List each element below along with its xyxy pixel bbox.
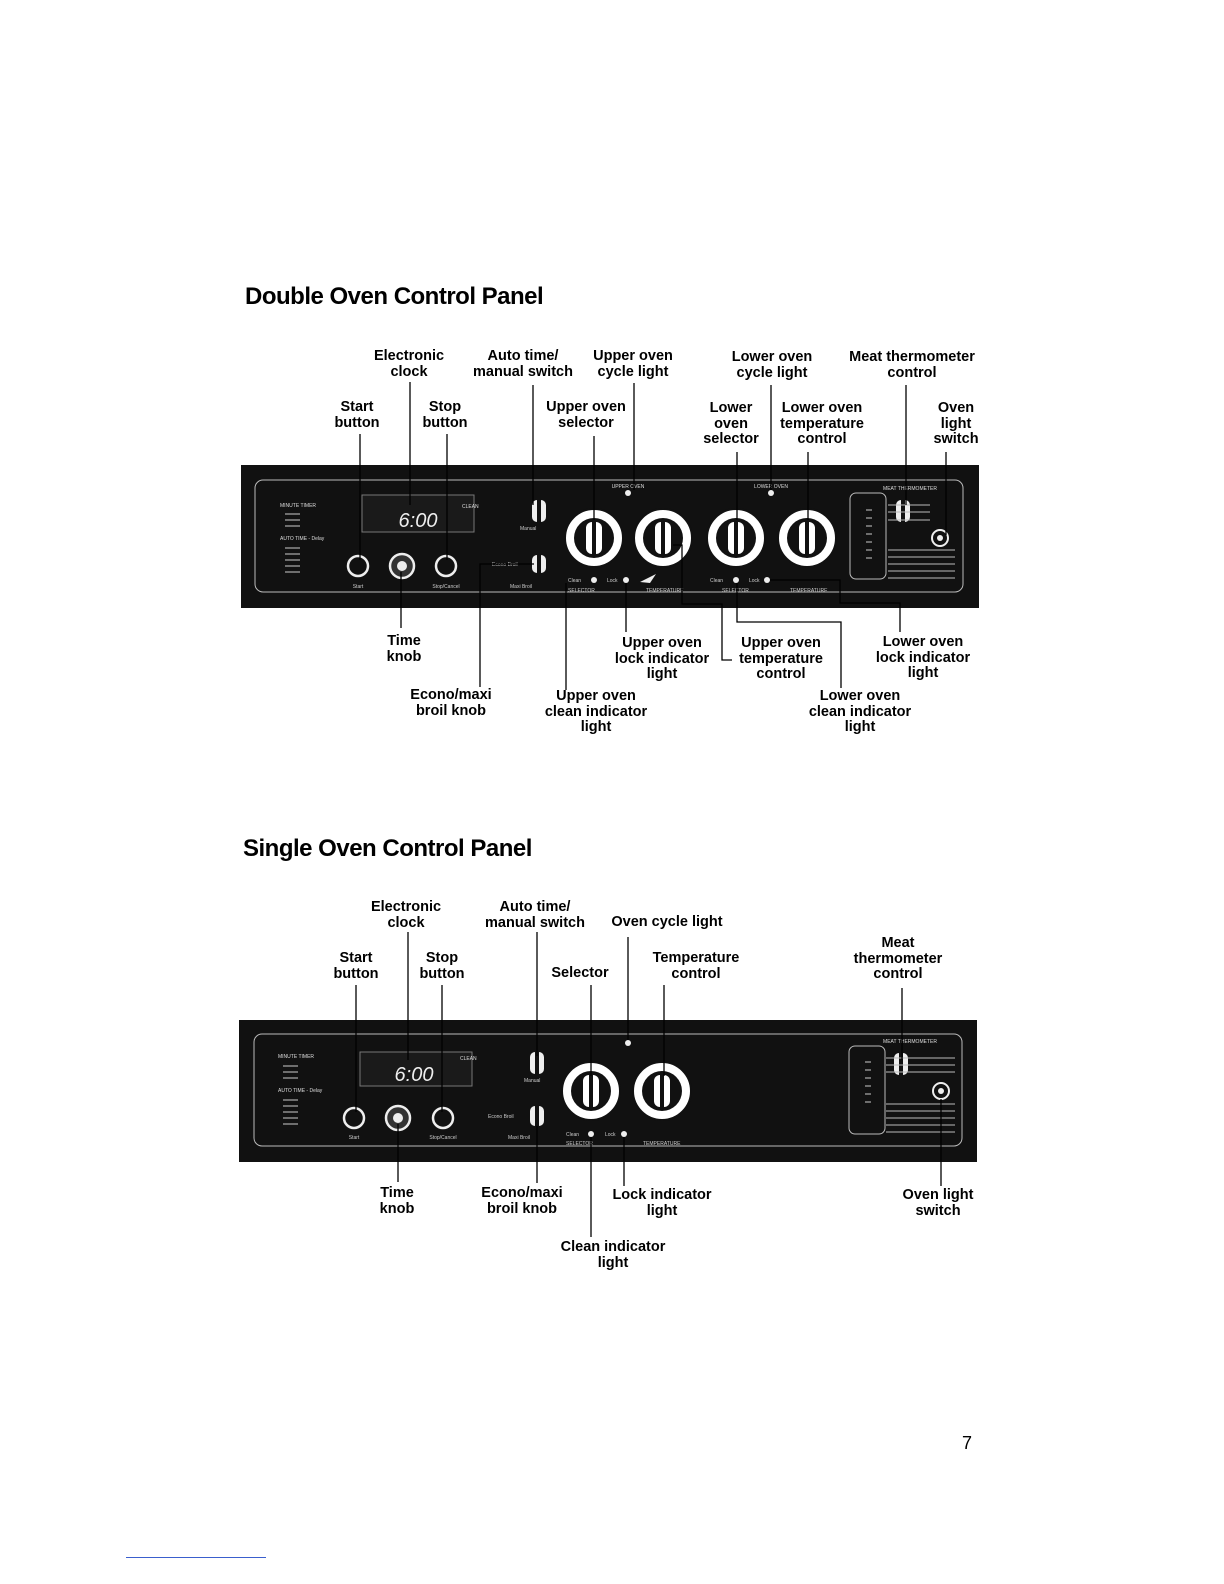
footer-rule bbox=[126, 1557, 266, 1558]
svg-text:TEMPERATURE: TEMPERATURE bbox=[643, 1141, 681, 1147]
svg-text:AUTO TIME - Delay: AUTO TIME - Delay bbox=[278, 1088, 323, 1094]
double-label-oven-light-switch: Oven light switch bbox=[933, 400, 979, 447]
svg-text:Maxi Broil: Maxi Broil bbox=[510, 584, 532, 590]
svg-text:SELECTOR: SELECTOR bbox=[566, 1141, 593, 1147]
svg-text:LOWER OVEN: LOWER OVEN bbox=[754, 484, 788, 490]
double-label-upper-oven-temperature-control: Upper oven temperature control bbox=[739, 635, 823, 682]
single-oven-title: Single Oven Control Panel bbox=[243, 835, 532, 862]
single-label-lock-indicator-light: Lock indicator light bbox=[612, 1187, 712, 1219]
svg-text:MEAT THERMOMETER: MEAT THERMOMETER bbox=[883, 486, 937, 492]
svg-text:SELECTOR: SELECTOR bbox=[722, 588, 749, 594]
double-label-electronic-clock: Electronic clock bbox=[373, 348, 445, 380]
single-label-oven-cycle-light: Oven cycle light bbox=[611, 914, 723, 930]
single-label-econo-maxi-broil-knob: Econo/maxi broil knob bbox=[481, 1185, 563, 1217]
double-label-lower-oven-clean-indicator-light: Lower oven clean indicator light bbox=[808, 688, 912, 735]
double-label-econo-maxi-broil-knob: Econo/maxi broil knob bbox=[410, 687, 492, 719]
single-label-electronic-clock: Electronic clock bbox=[370, 899, 442, 931]
svg-text:MINUTE TIMER: MINUTE TIMER bbox=[278, 1054, 315, 1060]
svg-text:TEMPERATURE: TEMPERATURE bbox=[646, 588, 684, 594]
svg-text:TEMPERATURE: TEMPERATURE bbox=[790, 588, 828, 594]
double-clock-display-text: 6:00 bbox=[398, 510, 438, 532]
double-label-upper-oven-lock-indicator-light: Upper oven lock indicator light bbox=[614, 635, 710, 682]
single-label-meat-thermometer-control: Meat thermometer control bbox=[853, 935, 943, 982]
single-label-stop-button: Stop button bbox=[419, 950, 465, 982]
double-label-auto-time-switch: Auto time/ manual switch bbox=[473, 348, 573, 380]
single-lock-light bbox=[621, 1131, 627, 1137]
double-label-start-button: Start button bbox=[334, 399, 380, 431]
double-label-lower-oven-cycle-light: Lower oven cycle light bbox=[731, 349, 813, 381]
svg-text:UPPER OVEN: UPPER OVEN bbox=[611, 484, 645, 490]
double-label-time-knob: Time knob bbox=[386, 633, 422, 665]
single-clean-light bbox=[588, 1131, 594, 1137]
svg-text:Clean: Clean bbox=[710, 578, 724, 584]
single-label-temperature-control: Temperature control bbox=[652, 950, 740, 982]
svg-text:Lock: Lock bbox=[749, 578, 760, 584]
single-oven-cycle-light bbox=[625, 1040, 631, 1046]
single-clock-display-text: 6:00 bbox=[394, 1064, 434, 1086]
double-label-meat-thermometer-control: Meat thermometer control bbox=[849, 349, 975, 381]
svg-text:Maxi Broil: Maxi Broil bbox=[508, 1135, 530, 1141]
svg-text:CLEAN: CLEAN bbox=[460, 1056, 477, 1062]
svg-text:Manual: Manual bbox=[524, 1078, 541, 1084]
svg-text:CLEAN: CLEAN bbox=[462, 504, 479, 510]
page-number: 7 bbox=[962, 1433, 973, 1453]
double-label-upper-oven-clean-indicator-light: Upper oven clean indicator light bbox=[544, 688, 648, 735]
svg-text:Lock: Lock bbox=[607, 578, 618, 584]
svg-text:Clean: Clean bbox=[566, 1132, 580, 1138]
single-label-auto-time-switch: Auto time/ manual switch bbox=[485, 899, 585, 931]
single-label-selector: Selector bbox=[551, 965, 609, 981]
svg-text:Start: Start bbox=[352, 584, 364, 590]
svg-text:Manual: Manual bbox=[520, 526, 537, 532]
single-label-clean-indicator-light: Clean indicator light bbox=[560, 1239, 666, 1271]
svg-text:SELECTOR: SELECTOR bbox=[568, 588, 595, 594]
svg-text:Stop/Cancel: Stop/Cancel bbox=[432, 584, 460, 590]
single-label-time-knob: Time knob bbox=[379, 1185, 415, 1217]
svg-text:Econo Broil: Econo Broil bbox=[492, 562, 518, 568]
double-label-lower-oven-temperature-control: Lower oven temperature control bbox=[780, 400, 864, 447]
single-temperature-dial bbox=[633, 1062, 691, 1120]
double-label-upper-oven-selector: Upper oven selector bbox=[546, 399, 626, 431]
double-minute-timer-text: MINUTE TIMER bbox=[280, 503, 317, 509]
svg-text:Econo Broil: Econo Broil bbox=[488, 1114, 514, 1120]
svg-text:Clean: Clean bbox=[568, 578, 582, 584]
svg-text:Start: Start bbox=[348, 1135, 360, 1141]
double-oven-title: Double Oven Control Panel bbox=[245, 283, 544, 310]
single-label-oven-light-switch: Oven light switch bbox=[902, 1187, 974, 1219]
double-label-upper-oven-cycle-light: Upper oven cycle light bbox=[593, 348, 673, 380]
svg-text:Stop/Cancel: Stop/Cancel bbox=[429, 1135, 457, 1141]
double-label-lower-oven-selector: Lower oven selector bbox=[703, 400, 759, 447]
svg-text:Lock: Lock bbox=[605, 1132, 616, 1138]
svg-text:MEAT THERMOMETER: MEAT THERMOMETER bbox=[883, 1039, 937, 1045]
double-auto-time-delay-text: AUTO TIME - Delay bbox=[280, 536, 325, 542]
double-label-lower-oven-lock-indicator-light: Lower oven lock indicator light bbox=[875, 634, 971, 681]
single-label-start-button: Start button bbox=[333, 950, 379, 982]
double-label-stop-button: Stop button bbox=[422, 399, 468, 431]
